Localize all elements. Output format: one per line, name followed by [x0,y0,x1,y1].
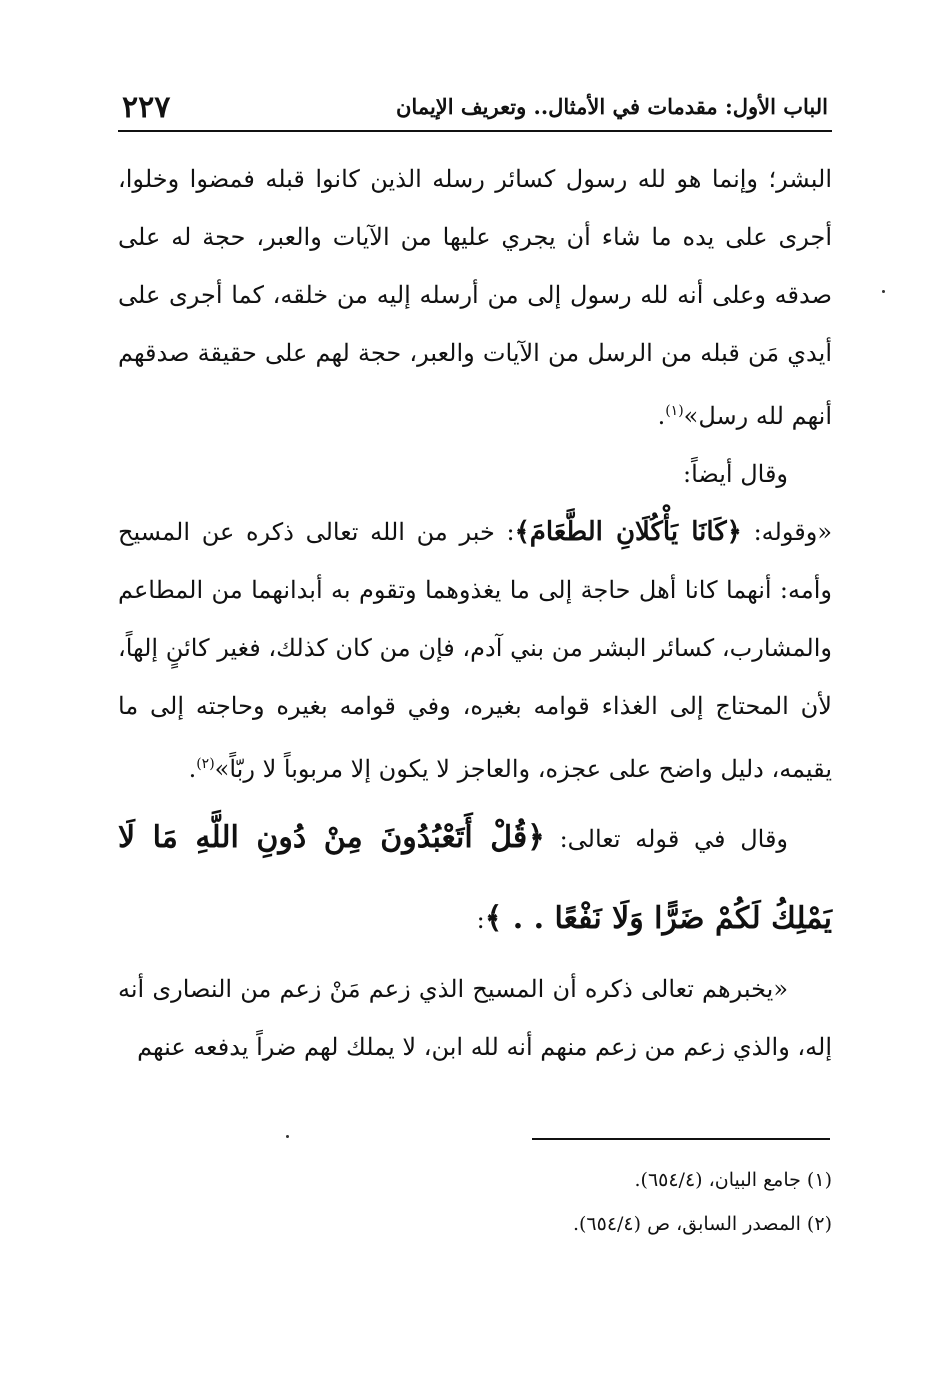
page-number: ٢٢٧ [122,90,171,125]
main-text [118,150,832,1076]
quote-open: «وقوله: [741,518,833,546]
said-also-line: وقال أيضاً: [683,460,788,488]
paragraph-2 [118,503,832,798]
footnotes [118,1158,832,1246]
paragraph-1 [118,150,832,445]
footnote-1: (١) جامع البيان، (٦٥٤/٤). [634,1169,832,1191]
footnote-2: (٢) المصدر السابق، ص (٦٥٤/٤). [572,1213,832,1235]
footnote-ref-2: (٢) [196,756,215,772]
said-in-text: وقال في قوله تعالى: [544,825,789,853]
scan-speck [286,1135,289,1138]
quran-verse-2-end: : [476,906,485,934]
running-title: الباب الأول: مقدمات في الأمثال.. وتعريف الإيمان [396,94,828,119]
page-header [118,86,832,132]
footnote-ref-1: (١) [665,403,684,419]
scan-speck [882,290,885,293]
paragraph-2-text: : خبر من الله تعالى ذكره عن المسيح وأمه: أنهما كانا أهل حاجة إلى ما يغذوهما وتقوم به أبدانهما من المطاعم والمشارب، كسائر البشر من بني آدم، فإن من كان كذلك، فغير كائنٍ إلهاً، لأن المحتاج إلى الغذاء قوامه بغيره، وفي قوامه بغيره وحاجته إلى ما يقيمه، دليل واضح على عجزه، والعاجز لا يكون إلا مربوباً لا ربّاً» [118,518,832,783]
paragraph-3-intro [118,798,832,960]
paragraph-2-end: . [188,755,197,783]
paragraph-1-end: . [657,402,666,430]
paragraph-1-text: البشر؛ وإنما هو لله رسول كسائر رسله الذين كانوا قبله فمضوا وخلوا، أجرى على يده ما شاء أن يجري عليها من الآيات والعبر، حجة له على صدقه وعلى أنه لله رسول إلى من أرسله إليه من خلقه، كما أجرى على أيدي مَن قبله من الرسل من الآيات والعبر، حجة لهم على حقيقة صدقهم أنهم لله رسل» [118,165,832,430]
paragraph-3: «يخبرهم تعالى ذكره أن المسيح الذي زعم مَنْ زعم من النصارى أنه إله، والذي زعم من زعم منهم أنه لله ابن، لا يملك لهم ضراً يدفعه عنهم [118,975,832,1061]
footnote-divider [532,1138,830,1140]
quran-verse-1: ﴿كَانَا يَأْكُلَانِ الطَّعَامَ﴾ [514,517,742,547]
quran-verse-2: ﴿قُلْ أَتَعْبُدُونَ مِنْ دُونِ اللَّهِ مَا لَا يَمْلِكُ لَكُمْ ضَرًّا وَلَا نَفْعًا . . ﴾ [118,820,832,936]
